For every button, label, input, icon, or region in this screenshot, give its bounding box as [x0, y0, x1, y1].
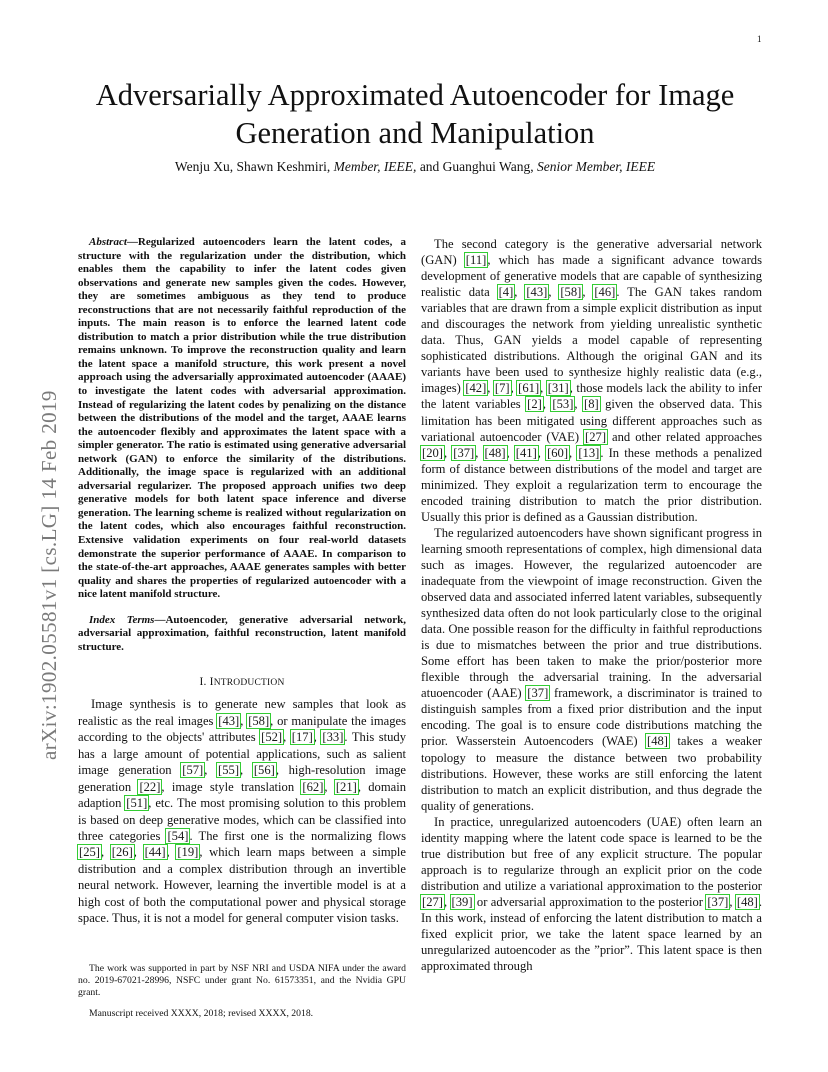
citation-link[interactable]: [57]: [182, 763, 204, 778]
citation-link[interactable]: [48]: [647, 734, 668, 749]
author-names-2: and Guanghui Wang,: [416, 159, 537, 174]
author-role-2: Senior Member, IEEE: [536, 159, 656, 174]
citation-link[interactable]: [60]: [547, 445, 569, 460]
citation-link[interactable]: [39]: [451, 894, 473, 909]
left-column: [78, 236, 406, 927]
abstract-text: —Regularized autoencoders learn the latent codes, a structure with the regularization under the distribution, which enables them the capability to infer the latent codes given observations and generate new samples given the codes. However, they are sometimes ambiguous as they tend to produce reconstructions that are not necessarily faithful reproduction of the inputs. The main reason is to enforce the learned latent code distribution to match a prior distribution while the true distribution remains unknown. To improve the reconstruction quality and learn the latent space a manifold structure, this work present a novel approach using the adversarially approximated autoencoder (AAAE) to investigate the latent codes with adversarial approximation. Instead of regularizing the latent codes by penalizing on the distance between the distributions of the model and the target, AAAE learns the autoencoder flexibly and approximates the latent space with a simpler generator. The ratio is estimated using generative adversarial network (GAN) to enforce the similarity of the distributions. Additionally, the image space is regularized with an additional adversarial regularizer. The proposed approach unifies two deep generative models for both latent space inference and diverse generation. The learning scheme is realized without regularization on the latent codes, which also encourages faithful reconstruction. Extensive validation experiments on four real-world datasets demonstrate the superior performance of AAAE. In comparison to the state-of-the-art approaches, AAAE generates samples with better quality and shares the properties of regularized autoencoder with a nice latent manifold structure.: [78, 236, 406, 601]
citation-link[interactable]: [48]: [736, 894, 758, 909]
citation-link[interactable]: [37]: [453, 445, 475, 460]
citation-link[interactable]: [62]: [302, 779, 324, 794]
page-number: 1: [757, 34, 762, 44]
author-names-1: Wenju Xu, Shawn Keshmiri,: [174, 159, 334, 174]
citation-link[interactable]: [4]: [498, 285, 514, 300]
right-column: [421, 236, 762, 974]
abstract: [78, 236, 406, 602]
citation-link[interactable]: [25]: [79, 845, 100, 860]
citation-link[interactable]: [37]: [527, 686, 549, 701]
citation-link[interactable]: [19]: [177, 845, 199, 860]
citation-link[interactable]: [55]: [218, 763, 240, 778]
paper-title: [60, 76, 770, 152]
citation-link[interactable]: [27]: [422, 894, 443, 909]
citation-link[interactable]: [44]: [144, 845, 166, 860]
arxiv-identifier[interactable]: arXiv:1902.05581v1 [cs.LG] 14 Feb 2019: [37, 390, 61, 760]
citation-link[interactable]: [26]: [111, 845, 133, 860]
index-terms-label: Index Terms: [89, 613, 155, 626]
citation-link[interactable]: [54]: [167, 829, 189, 844]
citation-link[interactable]: [61]: [518, 381, 540, 396]
citation-link[interactable]: [7]: [494, 381, 510, 396]
citation-link[interactable]: [21]: [335, 779, 357, 794]
citation-link[interactable]: [20]: [422, 445, 443, 460]
citation-link[interactable]: [43]: [526, 285, 548, 300]
citation-link[interactable]: [52]: [261, 730, 283, 745]
citation-link[interactable]: [43]: [218, 713, 240, 728]
citation-link[interactable]: [8]: [584, 397, 599, 412]
citation-link[interactable]: [31]: [547, 381, 569, 396]
abstract-label: Abstract: [89, 236, 127, 248]
citation-link[interactable]: [37]: [707, 894, 729, 909]
citation-link[interactable]: [27]: [585, 429, 607, 444]
citation-link[interactable]: [17]: [291, 730, 313, 745]
body-paragraph-practice: In practice, unregularized autoencoders (UAE) often learn an identity mapping where the latent code space is learned to be the true distribution but free of any explicit structure. The popular approach is to regularize through an explicit prior on the code distribution and utilize a variational approximation to the posterior [27], [39] or adversarial approximation to the posterior [37], [48]. In this work, instead of enforcing the latent distribution to match a fixed explicit prior, we take the latent space learned by an unregularized autoencoder as the ”prior”. This latent space is then approximated through: [421, 814, 763, 974]
title-line-1: Adversarially Approximated Autoencoder for Image: [95, 78, 735, 112]
intro-paragraph: Image synthesis is to generate new samples that look as realistic as the real images [43], [58], or manipulate the images according to the objects' attributes [52], [17], [33]. This study has a large amount of potential applications, such as salient image generation [57], [55], [56], high-resolution image generation [22], image style translation [62], [21], domain adaption [51], etc. The most promising solution to this problem is based on deep generative modes, which can be classified into three categories [54]. The first one is the normalizing flows [25], [26], [44], [19], which learn maps between a simple distribution and a complex distribution through an invertible neural network. However, learning the invertible model is at a high cost of both the computational power and physical storage space. Thus, it is not a model for general computer vision tasks.: [78, 697, 407, 926]
funding-footnote: The work was supported in part by NSF NRI and USDA NIFA under the award no. 2019-67021-28996, NSFC under grant No. 61573351, and the Nvidia GPU grant.: [78, 963, 406, 999]
author-list: [60, 159, 770, 175]
footnotes: [78, 963, 406, 1020]
citation-link[interactable]: [51]: [126, 796, 148, 811]
index-terms-text: —Autoencoder, generative adversarial network, adversarial approximation, faithful reconstruction, latent manifold structure.: [78, 613, 406, 653]
citation-link[interactable]: [58]: [560, 285, 582, 300]
body-paragraph-regularized: The regularized autoencoders have shown significant progress in learning smooth representations of complex, high dimensional data such as images. However, the regularized autoencoder are inadequate from the viewpoint of image reconstruction. Given the observed data and associated inferred latent variables, subsequently synthesized data often do not look particularly close to the original data. One possible reason for the difficulty in faithful reproductions is due to mismatches between the prior and true distributions. Some effort has been taken to make the prior/posterior more flexible through the adversarial training. In the adversarial atuoencoder (AAE) [37] framework, a discriminator is trained to distinguish samples from a fixed prior distribution and the input encoding. The goal is to ensure code distributions matching the prior. Wasserstein Autoencoders (WAE) [48] takes a weaker topology to measure the distance between two probability distributions. However, these works are still enforcing the latent distribution to match an explicit distribution, and thus degrade the quality of generations.: [421, 525, 763, 813]
author-role-1: Member, IEEE,: [333, 159, 417, 174]
citation-link[interactable]: [53]: [552, 397, 574, 412]
citation-link[interactable]: [42]: [465, 381, 487, 396]
body-paragraph-gan: The second category is the generative adversarial network (GAN) [11], which has made a significant advance towards development of generative models that are capable of synthesizing realistic data [4], [43], [58], [46]. The GAN takes random variables that are drawn from a simple explicit distribution as input and discourages the network from yielding unrealistic synthetic data. Thus, GAN yields a model capable of representing sophisticated distributions. Although the original GAN and its variants have been used to synthesize highly realistic data (e.g., images) [42], [7], [61], [31], those models lack the ability to infer the latent variables [2], [53], [8] given the observed data. This limitation has been mitigated using different approaches such as variational autoencoder (VAE) [27] and other related approaches [20], [37], [48], [41], [60], [13]. In these methods a penalized form of distance between distributions of the model and target are minimized. They exploit a regularization term to encourage the encoded training distribution to match the prior distribution. Usually this prior is defined as a Gaussian distribution.: [421, 237, 763, 524]
section-heading-introduction: I. INTRODUCTION: [199, 676, 285, 689]
index-terms: [78, 614, 406, 655]
title-line-2: Generation and Manipulation: [235, 116, 595, 150]
citation-link[interactable]: [41]: [515, 445, 537, 460]
manuscript-footnote: Manuscript received XXXX, 2018; revised XXXX, 2018.: [89, 1007, 314, 1019]
citation-link[interactable]: [46]: [594, 285, 616, 300]
citation-link[interactable]: [33]: [322, 730, 344, 745]
citation-link[interactable]: [11]: [465, 253, 487, 268]
citation-link[interactable]: [58]: [248, 713, 270, 728]
citation-link[interactable]: [48]: [484, 445, 506, 460]
citation-link[interactable]: [13]: [578, 445, 600, 460]
citation-link[interactable]: [2]: [527, 397, 542, 412]
citation-link[interactable]: [56]: [253, 763, 275, 778]
citation-link[interactable]: [22]: [139, 779, 161, 794]
